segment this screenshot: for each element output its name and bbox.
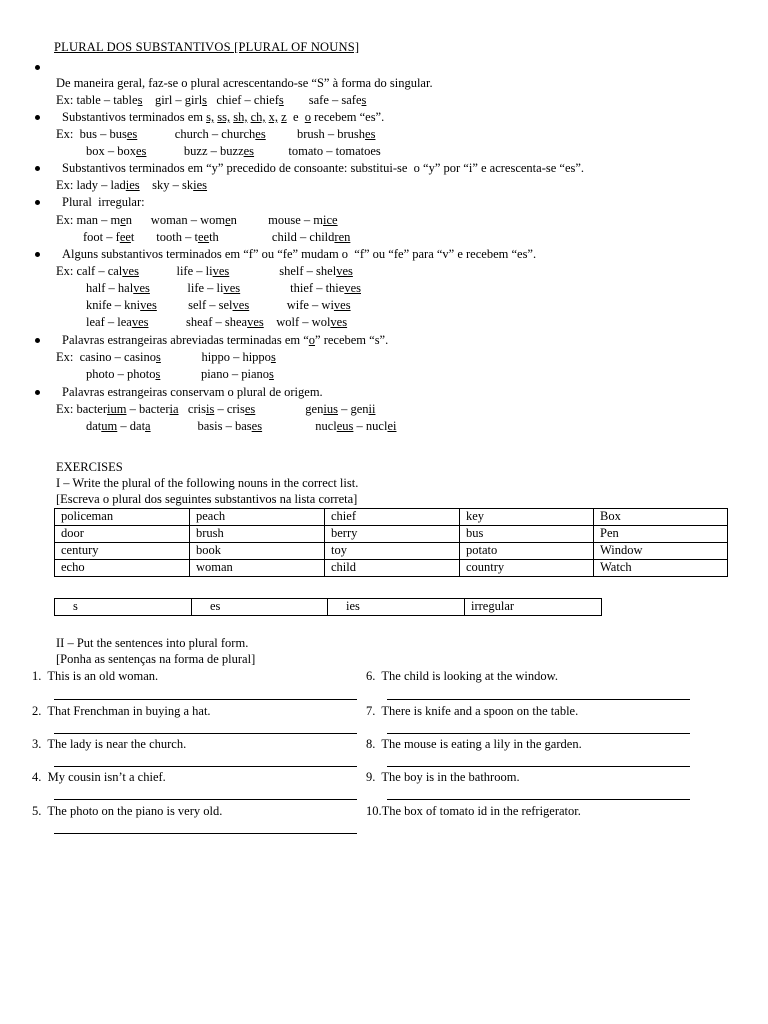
answer-line-6[interactable] bbox=[387, 699, 690, 700]
table-cell: key bbox=[460, 509, 594, 526]
table-cell: woman bbox=[190, 560, 325, 577]
exercises-heading: EXERCISES bbox=[56, 460, 123, 474]
table-cell: potato bbox=[460, 543, 594, 560]
example-o-2: photo – photos piano – pianos bbox=[86, 367, 274, 381]
table-row bbox=[55, 599, 602, 616]
example-general: Ex: table – tables girl – girls chief – chiefs safe – safes bbox=[56, 93, 367, 107]
sentence-4: 4. My cousin isn’t a chief. bbox=[32, 770, 166, 784]
answer-line-8[interactable] bbox=[387, 766, 690, 767]
table-cell: door bbox=[55, 526, 190, 543]
rule-ies: Substantivos terminados em “y” precedido de consoante: substitui-se o “y” por “i” e acrescenta-se “es”. bbox=[62, 161, 585, 175]
table-cell: century bbox=[55, 543, 190, 560]
rule-foreign: Palavras estrangeiras conservam o plural de origem. bbox=[62, 385, 323, 399]
rule-general: De maneira geral, faz-se o plural acrescentando-se “S” à forma do singular. bbox=[56, 76, 433, 90]
table-cell: Watch bbox=[594, 560, 728, 577]
answer-line-5[interactable] bbox=[54, 833, 357, 834]
answer-line-4[interactable] bbox=[54, 799, 357, 800]
table-cell: toy bbox=[325, 543, 460, 560]
exercise-1-instruction-pt: [Escreva o plural dos seguintes substantivos na lista correta] bbox=[56, 492, 358, 506]
sentence-5: 5. The photo on the piano is very old. bbox=[32, 804, 223, 818]
rule-es: Substantivos terminados em s, ss, sh, ch, x, z e o recebem “es”. bbox=[62, 110, 385, 124]
exercise-2-instruction: II – Put the sentences into plural form. bbox=[56, 636, 249, 650]
example-f-3: knife – knives self – selves wife – wives bbox=[86, 298, 351, 312]
table-cell: echo bbox=[55, 560, 190, 577]
example-f-4: leaf – leaves sheaf – sheaves wolf – wolves bbox=[86, 315, 348, 329]
example-f-2: half – halves life – lives thief – thieves bbox=[86, 281, 361, 295]
example-foreign-1: Ex: bacterium – bacteria crisis – crises genius – genii bbox=[56, 402, 376, 416]
table-cell: Box bbox=[594, 509, 728, 526]
table-cell: bus bbox=[460, 526, 594, 543]
table-cell: country bbox=[460, 560, 594, 577]
answer-line-1[interactable] bbox=[54, 699, 357, 700]
table-cell: policeman bbox=[55, 509, 190, 526]
sentence-3: 3. The lady is near the church. bbox=[32, 737, 187, 751]
table-row bbox=[55, 509, 728, 526]
bullet bbox=[35, 115, 40, 120]
sentence-2: 2. That Frenchman in buying a hat. bbox=[32, 704, 211, 718]
list-header: irregular bbox=[465, 599, 602, 616]
table-row bbox=[55, 543, 728, 560]
example-es-2: box – boxes buzz – buzzes tomato – tomatoes bbox=[86, 144, 381, 158]
rule-irregular: Plural irregular: bbox=[62, 195, 145, 209]
bullet bbox=[35, 65, 40, 70]
example-irregular-1: Ex: man – men woman – women mouse – mice bbox=[56, 213, 338, 227]
bullet bbox=[35, 166, 40, 171]
answer-line-2[interactable] bbox=[54, 733, 357, 734]
answer-line-3[interactable] bbox=[54, 766, 357, 767]
sentence-1: 1. This is an old woman. bbox=[32, 669, 159, 683]
table-cell: book bbox=[190, 543, 325, 560]
exercise-1-instruction: I – Write the plural of the following nouns in the correct list. bbox=[56, 476, 359, 490]
table-cell: Pen bbox=[594, 526, 728, 543]
example-foreign-2: datum – data basis – bases nucleus – nuclei bbox=[86, 419, 397, 433]
list-header: es bbox=[192, 599, 328, 616]
list-header: s bbox=[55, 599, 192, 616]
lists-table bbox=[54, 598, 602, 616]
answer-line-9[interactable] bbox=[387, 799, 690, 800]
bullet bbox=[35, 338, 40, 343]
sentence-7: 7. There is knife and a spoon on the table. bbox=[366, 704, 579, 718]
table-cell: brush bbox=[190, 526, 325, 543]
example-o-1: Ex: casino – casinos hippo – hippos bbox=[56, 350, 276, 364]
rule-foreign-o: Palavras estrangeiras abreviadas terminadas em “o” recebem “s”. bbox=[62, 333, 389, 347]
list-header: ies bbox=[328, 599, 465, 616]
sentence-10: 10.The box of tomato id in the refrigerator. bbox=[366, 804, 581, 818]
table-row bbox=[55, 526, 728, 543]
sentence-6: 6. The child is looking at the window. bbox=[366, 669, 558, 683]
rule-f-fe: Alguns substantivos terminados em “f” ou “fe” mudam o “f” ou “fe” para “v” e recebem “es”. bbox=[62, 247, 537, 261]
words-table bbox=[54, 508, 728, 577]
answer-line-7[interactable] bbox=[387, 733, 690, 734]
page-title: PLURAL DOS SUBSTANTIVOS [PLURAL OF NOUNS] bbox=[54, 40, 360, 54]
example-es-1: Ex: bus – buses church – churches brush – brushes bbox=[56, 127, 376, 141]
table-cell: Window bbox=[594, 543, 728, 560]
example-f-1: Ex: calf – calves life – lives shelf – shelves bbox=[56, 264, 353, 278]
bullet bbox=[35, 200, 40, 205]
sentence-8: 8. The mouse is eating a lily in the garden. bbox=[366, 737, 582, 751]
example-irregular-2: foot – feet tooth – teeth child – children bbox=[83, 230, 351, 244]
exercise-2-instruction-pt: [Ponha as sentenças na forma de plural] bbox=[56, 652, 256, 666]
table-cell: chief bbox=[325, 509, 460, 526]
bullet bbox=[35, 390, 40, 395]
table-cell: berry bbox=[325, 526, 460, 543]
table-cell: peach bbox=[190, 509, 325, 526]
table-cell: child bbox=[325, 560, 460, 577]
sentence-9: 9. The boy is in the bathroom. bbox=[366, 770, 520, 784]
table-row bbox=[55, 560, 728, 577]
example-ies: Ex: lady – ladies sky – skies bbox=[56, 178, 208, 192]
bullet bbox=[35, 252, 40, 257]
